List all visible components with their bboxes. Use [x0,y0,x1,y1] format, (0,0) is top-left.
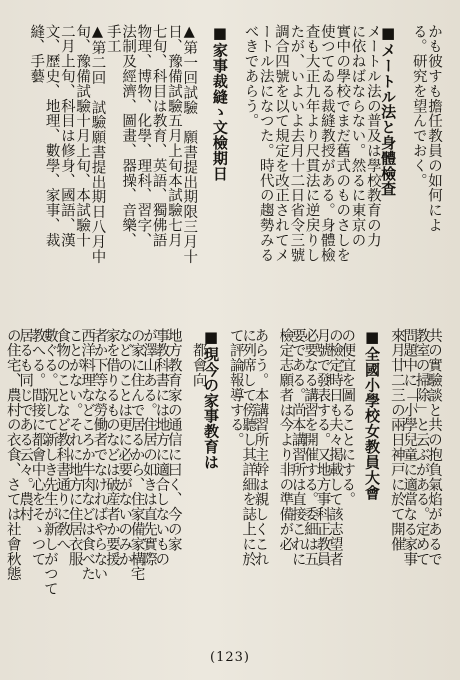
text-column: 教へる。間接に都會中心をそゝつて [29,328,46,567]
text-column: 數ぐる。況して新しき先生が新しがつて [41,328,58,597]
text-column: 月號で發表する。又地方事科正教員 [314,328,331,567]
text-column: 檢定志願者は今より非の準備が必 [277,328,294,552]
text-column: 共の實驗談と共の抱負氣焰があるで [426,328,442,567]
text-column: 居るも同じである云々。農村 [17,328,34,522]
text-column: 地方教育家の通信に曰く、今の家 [165,328,182,552]
upper-text-section [30,24,444,320]
text-column: 旬、豫備試驗十月上旬、本試驗十 [74,24,91,248]
section-heading: ■メートル法と身體檢査 [379,24,398,197]
section-heading: ■全國小學校女教員大會 [363,328,382,501]
text-column: 法制及經濟、圖畫、器操、音樂、 [120,24,137,248]
text-column: 西洋料理などころか牛肉などは食べた [79,328,96,582]
text-column: 調合四號を以て規定を改正されてメ [273,24,290,263]
text-column: て評論報導する。 [227,328,244,448]
text-column: 二月上旬、科目は修身、國語、漢 [58,24,75,248]
text-column: に依ねばならない。然るに東京の [349,24,366,248]
text-column: あらう。本講習所主幹は親しくこれ [252,328,269,567]
page-number: (123) [210,650,250,665]
text-column: 七旬、科目は教育、英語、獨佛語 [150,24,167,248]
text-column: かも彼すも擔任教員の如何によ [426,24,442,233]
text-column: の住宅、農村の衣食、さては社會秋態 [4,328,21,582]
text-column: 者か下等な勞働者でなければやらない [91,328,108,582]
text-column: に列席して傍聽し其詳細を誌上に於 [240,328,257,567]
text-column: 手工 [104,24,121,54]
text-column: ことがない。それに地方に住居衣服 [66,328,83,567]
text-column: が澤山ある。住居の如きは直先實際 [141,328,158,567]
text-column: る。研究を望んでおく。 [410,24,427,188]
text-column: 査も大正九年より尺貫法に逆戻りし [303,24,320,263]
text-column: 問題中に「小學兒童に適當なる家事 [401,328,418,567]
section-heading: ■家事裁縫ゝ文檢期日 [210,24,229,181]
text-column: 縫、手藝 [28,24,45,84]
text-column: 來月廿二三の兩日神戸に於て開催 [388,328,405,552]
text-column: べきであらう。 [242,24,259,129]
text-column: ▲第二回 試驗願書提出期日八月中 [89,24,106,264]
text-column: 家を借りるものなどは破産者か要援 [103,328,120,567]
text-column: 使つてゐる裁縫教授がある。身體檢 [318,24,335,263]
text-column: ートル法になつた。時代の趨勢みる [257,24,274,263]
section-divider [40,322,432,323]
text-column: 實中の學校でまだ舊式のものさしを [334,24,351,263]
text-column: などのことは更に必要がないのみか [116,328,133,567]
text-column: 都會向 [190,328,207,388]
text-column: 食物のことなど教科書通りに敎へ [54,328,71,552]
text-column: ▲第一回試驗 願書提出期限三月十 [181,24,198,264]
text-column: 必要なる講習を開催する。委細は五 [302,328,319,567]
text-column: 文、歷史、地理、數學、家事、裁 [43,24,60,248]
lower-text-section [4,328,444,644]
text-column: メートル法の普及は學校教育の力 [364,24,381,248]
text-column: 事教科書には地方に適合しないもの [153,328,170,567]
text-column: 物理、博物、化學、理科、習字、 [135,24,152,248]
text-column: の便宜を圖ることにする。 [339,328,356,507]
section-heading: ■現今の家事教育は [201,328,220,470]
text-column: たが、いよいよ去月十二日省令三號 [288,24,305,263]
text-column: 日、豫備試驗五月上旬本試驗七月 [165,24,182,248]
text-column: 要である。尚本講習所は直接これに [289,328,306,567]
text-column: の家に住んで居るから、住家備家構宅 [128,328,145,582]
text-column: 教室の掃除」と云ぶがある。定めて [413,328,430,567]
text-column: の檢定時日も夫々掲載して該志望者 [326,328,343,567]
